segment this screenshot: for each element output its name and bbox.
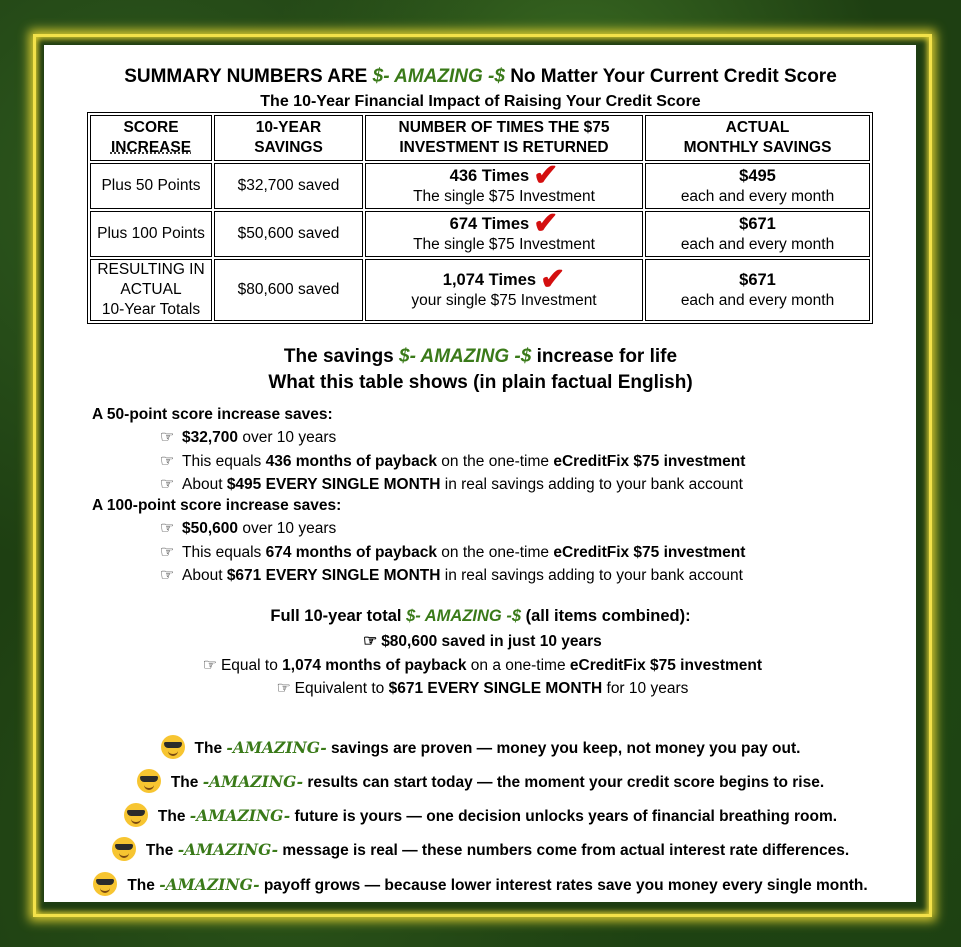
row-monthly: $495 each and every month (645, 163, 870, 209)
row-score: Plus 100 Points (90, 211, 212, 257)
list-item: ☞ Equal to 1,074 months of payback on a one-time eCreditFix $75 investment (0, 655, 961, 675)
row-monthly: $671 each and every month (645, 259, 870, 321)
table-header-row (90, 115, 870, 161)
header-savings: 10-YEAR SAVINGS (214, 115, 363, 161)
table-row (90, 163, 870, 209)
row-monthly: $671 each and every month (645, 211, 870, 257)
row-times: 436 Times ✔ The single $75 Investment (365, 163, 643, 209)
statement: The -AMAZING- message is real — these numbers come from actual interest rate differences. (0, 837, 961, 861)
pointing-hand-icon: ☞ (363, 633, 378, 650)
row-savings: $32,700 saved (214, 163, 363, 209)
header-times: NUMBER OF TIMES THE $75 INVESTMENT IS RETURNED (365, 115, 643, 161)
header-monthly: ACTUAL MONTHLY SAVINGS (645, 115, 870, 161)
list-item: ☞ $32,700 over 10 years (160, 429, 337, 446)
pointing-hand-icon: ☞ (160, 453, 175, 470)
page-subtitle: The 10-Year Financial Impact of Raising Your Credit Score (260, 93, 701, 110)
pointing-hand-icon: ☞ (160, 544, 175, 561)
pointing-hand-icon: ☞ (160, 476, 175, 493)
sunglasses-face-icon (112, 837, 136, 861)
header-score: SCORE INCREASE (90, 115, 212, 161)
statement: The -AMAZING- payoff grows — because lower interest rates save you money every single month. (0, 872, 961, 896)
row-savings: $50,600 saved (214, 211, 363, 257)
pointing-hand-icon: ☞ (160, 429, 175, 446)
check-mark-icon: ✔ (540, 262, 566, 296)
sunglasses-face-icon (93, 872, 117, 896)
sunglasses-face-icon (124, 803, 148, 827)
list-item: ☞ $50,600 over 10 years (160, 520, 337, 537)
check-mark-icon: ✔ (533, 158, 559, 192)
row-times: 674 Times ✔ The single $75 Investment (365, 211, 643, 257)
row-score: RESULTING IN ACTUAL 10-Year Totals (90, 259, 212, 321)
block-50-lead: A 50-point score increase saves: (92, 406, 333, 423)
row-savings: $80,600 saved (214, 259, 363, 321)
check-mark-icon: ✔ (533, 206, 559, 240)
total-heading: Full 10-year total $- AMAZING -$ (all items combined): (270, 607, 691, 625)
pointing-hand-icon: ☞ (276, 680, 291, 697)
page-title: SUMMARY NUMBERS ARE $- AMAZING -$ No Matter Your Current Credit Score (124, 66, 837, 87)
pointing-hand-icon: ☞ (160, 567, 175, 584)
table-row (90, 211, 870, 257)
row-score: Plus 50 Points (90, 163, 212, 209)
row-times: 1,074 Times ✔ your single $75 Investment (365, 259, 643, 321)
list-item: ☞ About $671 EVERY SINGLE MONTH in real savings adding to your bank account (160, 567, 743, 584)
list-item: ☞ Equivalent to $671 EVERY SINGLE MONTH for 10 years (0, 678, 961, 698)
statement: The -AMAZING- savings are proven — money you keep, not money you pay out. (0, 735, 961, 759)
list-item: ☞ About $495 EVERY SINGLE MONTH in real savings adding to your bank account (160, 476, 743, 493)
sunglasses-face-icon (137, 769, 161, 793)
summary-table (87, 112, 873, 324)
statement: The -AMAZING- results can start today — the moment your credit score begins to rise. (0, 769, 961, 793)
list-item: ☞ $80,600 saved in just 10 years (0, 631, 961, 651)
pointing-hand-icon: ☞ (202, 657, 218, 674)
block-100-lead: A 100-point score increase saves: (92, 497, 342, 514)
pointing-hand-icon: ☞ (160, 520, 175, 537)
statement: The -AMAZING- future is yours — one decision unlocks years of financial breathing room. (0, 803, 961, 827)
list-item: ☞ This equals 674 months of payback on the one-time eCreditFix $75 investment (160, 544, 746, 561)
section-subheading: What this table shows (in plain factual English) (268, 372, 693, 393)
amazing-tag: $- AMAZING -$ (372, 66, 505, 87)
sunglasses-face-icon (161, 735, 185, 759)
section-heading: The savings $- AMAZING -$ increase for life (283, 346, 678, 367)
table-row (90, 259, 870, 321)
list-item: ☞ This equals 436 months of payback on the one-time eCreditFix $75 investment (160, 453, 746, 470)
